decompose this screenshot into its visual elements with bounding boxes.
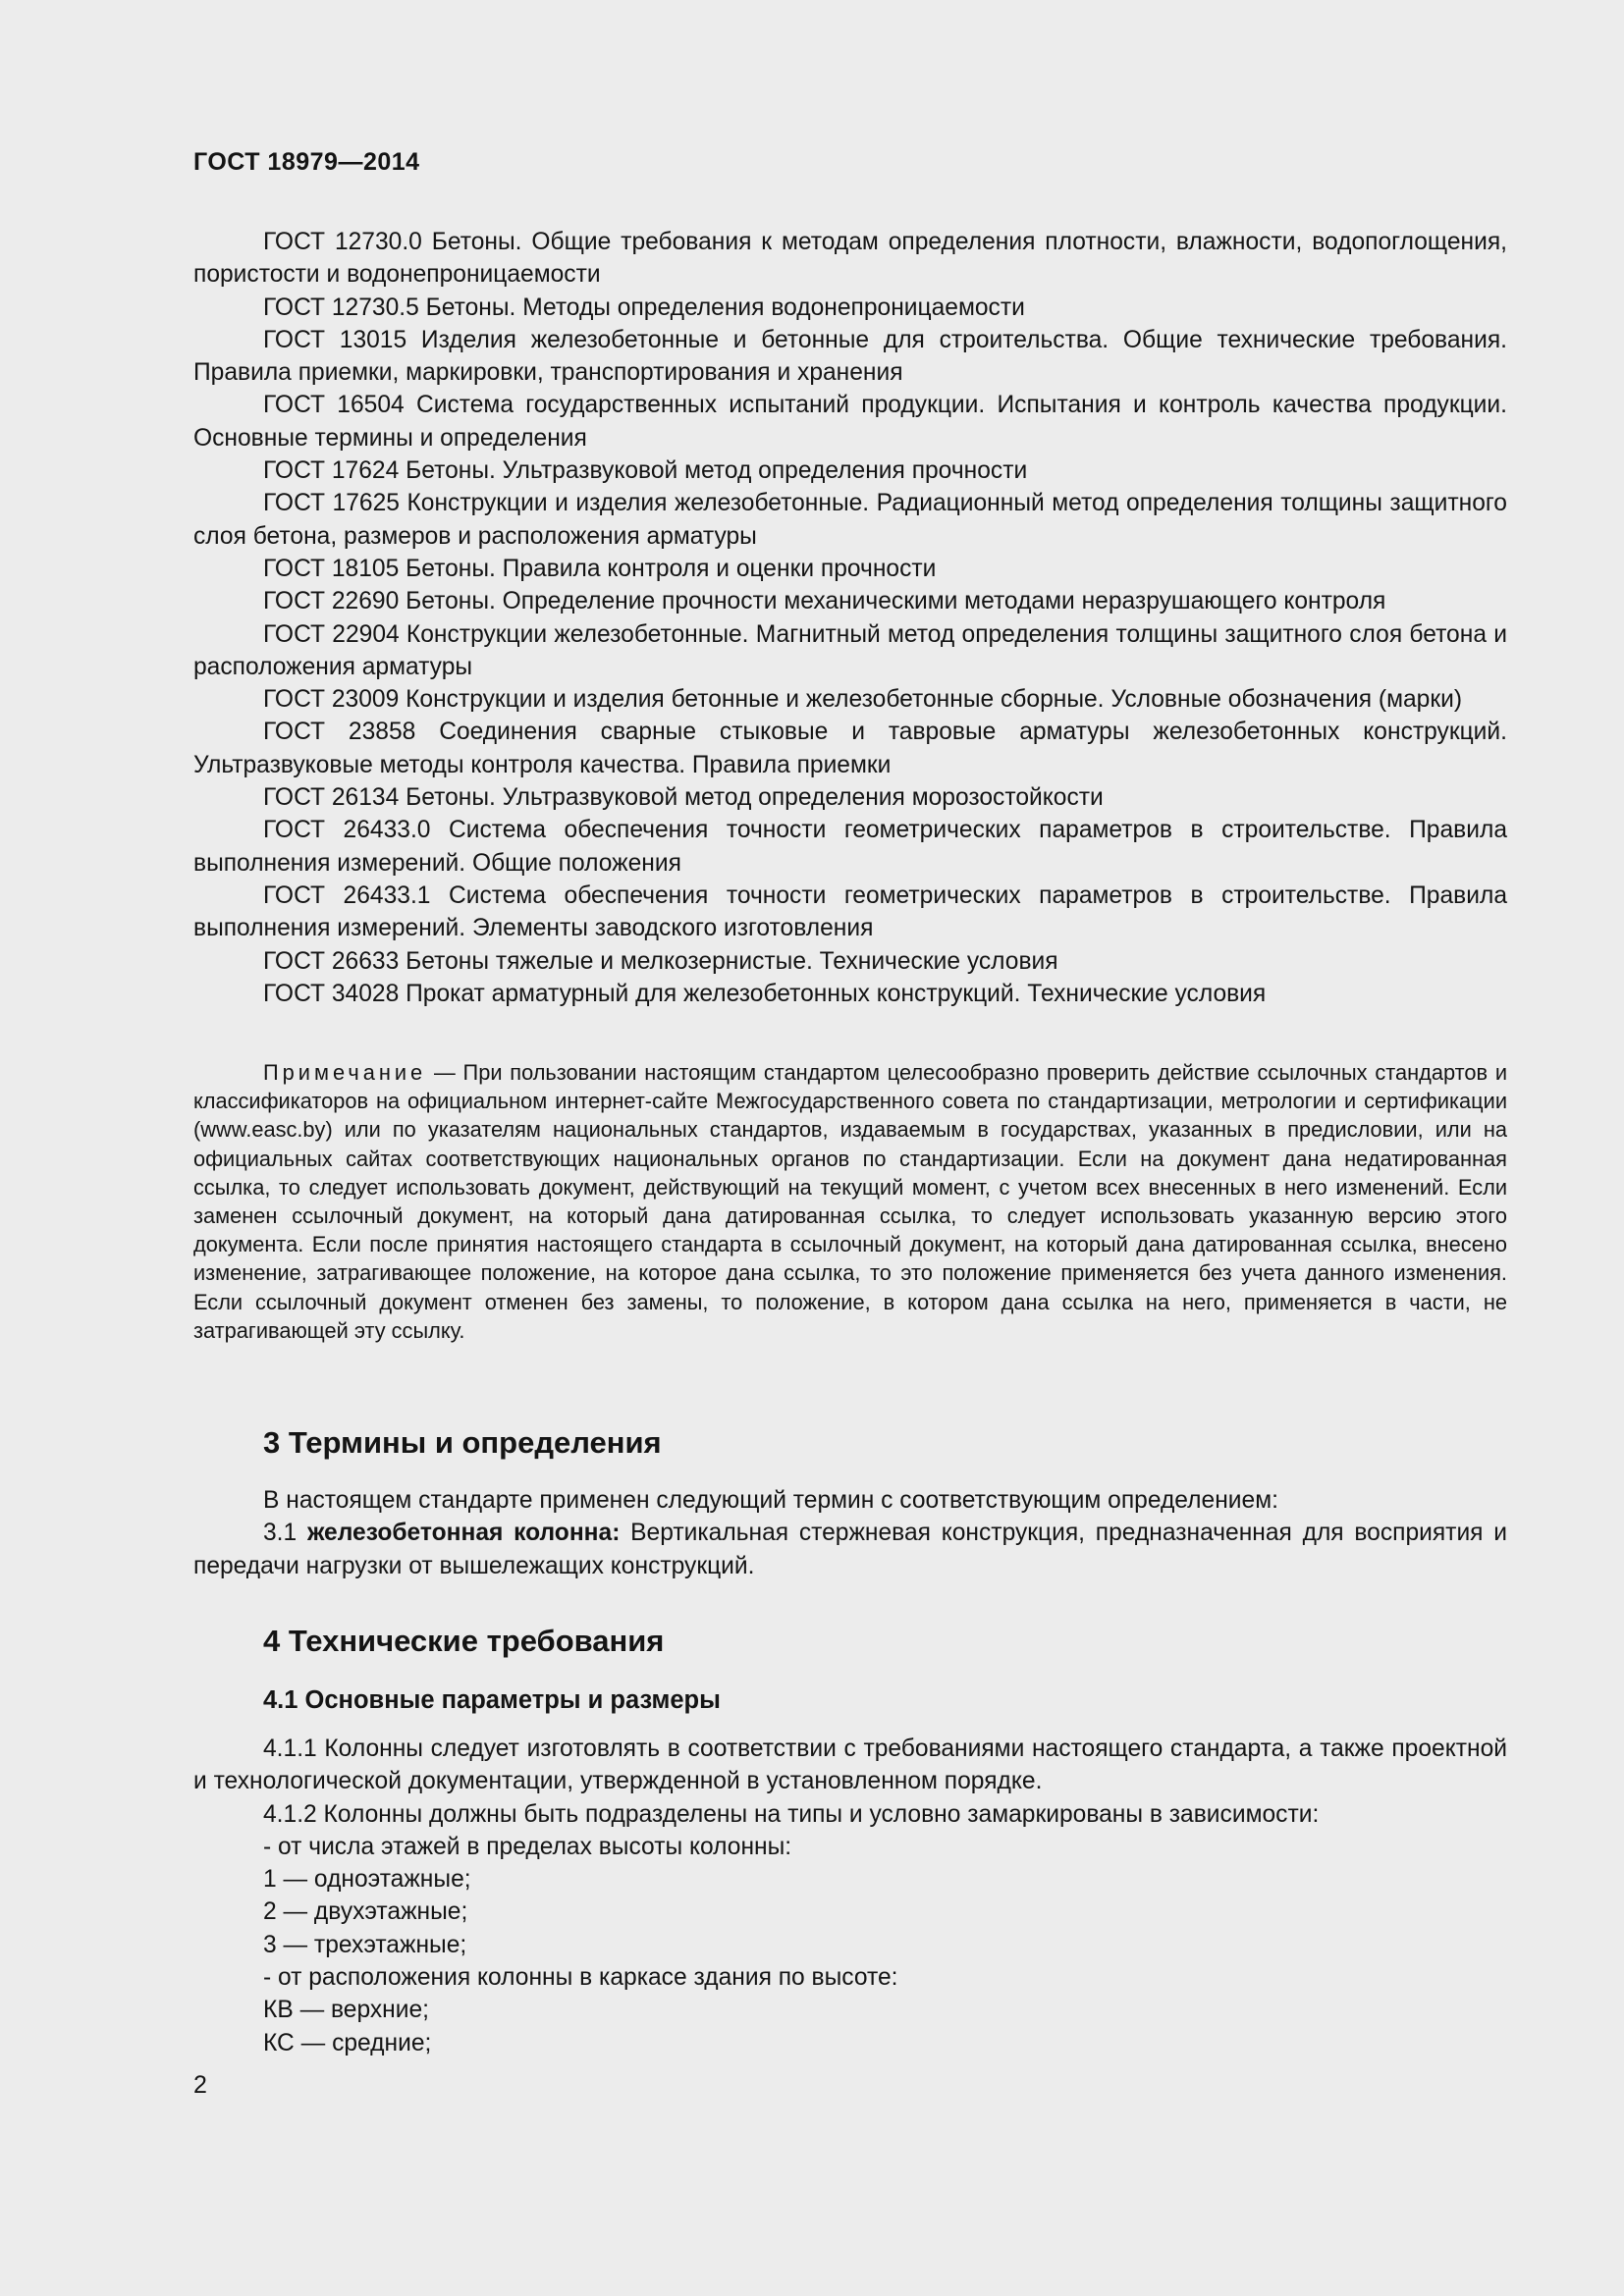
list-line: 2 — двухэтажные; — [263, 1898, 468, 1926]
reference-item: ГОСТ 17624 Бетоны. Ультразвуковой метод определения прочности — [263, 457, 1028, 485]
note-dash: — — [426, 1060, 463, 1085]
section-3-body — [193, 1484, 1507, 1582]
clause-paragraph: 4.1.1 Колонны следует изготовлять в соответствии с требованиями настоящего стандарта, а также проектной и технологической документации, утвержденной в установленном порядке. — [193, 1735, 1507, 1795]
note-text: При пользовании настоящим стандартом целесообразно проверить действие ссылочных стандартов и классификаторов на официальном интернет-сайте Межгосударственного совета по стандартизации, метрологии и сертификации (www.easc.by) или по указателям национальных стандартов, издаваемым в государствах, указанных в предисловии, или на официальных сайтах соответствующих национальных органов по стандартизации. Если на документ дана недатированная ссылка, то следует использовать документ, действующий на текущий момент, с учетом всех внесенных в него изменений. Если заменен ссылочный документ, на который дана датированная ссылка, то следует использовать указанную версию этого документа. Если после принятия настоящего стандарта в ссылочный документ, на который дана датированная ссылка, внесено изменение, затрагивающее положение, на которое дана ссылка, то это положение применяется без учета данного изменения. Если ссылочный документ отменен без замены, то положение, в котором дана ссылка на него, применяется в части, не затрагивающей эту ссылку. — [193, 1060, 1507, 1343]
list-line: КВ — верхние; — [263, 1997, 429, 2024]
list-line: - от числа этажей в пределах высоты колонны: — [263, 1833, 792, 1860]
section-4-1-heading: 4.1 Основные параметры и размеры — [263, 1686, 721, 1714]
reference-item: ГОСТ 12730.0 Бетоны. Общие требования к методам определения плотности, влажности, водопоглощения, пористости и водонепроницаемости — [193, 229, 1507, 289]
term-definition-text: Вертикальная стержневая конструкция, предназначенная для восприятия и передачи нагрузки от вышележащих конструкций. — [193, 1520, 1507, 1579]
reference-item: ГОСТ 26433.0 Система обеспечения точности геометрических параметров в строительстве. Правила выполнения измерений. Общие положения — [193, 817, 1507, 877]
reference-item: ГОСТ 34028 Прокат арматурный для железобетонных конструкций. Технические условия — [263, 980, 1267, 1007]
clause-paragraph: 4.1.2 Колонны должны быть подразделены на типы и условно замаркированы в зависимости: — [263, 1800, 1320, 1828]
list-line: КС — средние; — [263, 2029, 432, 2056]
reference-item: ГОСТ 16504 Система государственных испытаний продукции. Испытания и контроль качества продукции. Основные термины и определения — [193, 392, 1507, 452]
reference-item: ГОСТ 12730.5 Бетоны. Методы определения водонепроницаемости — [263, 294, 1025, 321]
reference-item: ГОСТ 26134 Бетоны. Ультразвуковой метод определения морозостойкости — [263, 784, 1104, 812]
reference-item: ГОСТ 17625 Конструкции и изделия железобетонные. Радиационный метод определения толщины защитного слоя бетона, размеров и расположения арматуры — [193, 490, 1507, 550]
reference-item: ГОСТ 23009 Конструкции и изделия бетонные и железобетонные сборные. Условные обозначения (марки) — [263, 686, 1463, 714]
term-definition — [193, 1517, 1507, 1582]
section-3-heading: 3 Термины и определения — [263, 1425, 662, 1460]
term-name: железобетонная колонна: — [306, 1520, 621, 1547]
reference-item: ГОСТ 26633 Бетоны тяжелые и мелкозернистые. Технические условия — [263, 947, 1058, 975]
reference-item: ГОСТ 22690 Бетоны. Определение прочности механическими методами неразрушающего контроля — [263, 588, 1386, 615]
reference-item: ГОСТ 13015 Изделия железобетонные и бетонные для строительства. Общие технические требования. Правила приемки, маркировки, транспортирования и хранения — [193, 326, 1507, 387]
list-line: - от расположения колонны в каркасе здания по высоте: — [263, 1964, 898, 1992]
list-line: 1 — одноэтажные; — [263, 1866, 471, 1894]
section-4-body — [193, 1733, 1507, 2059]
reference-item: ГОСТ 22904 Конструкции железобетонные. Магнитный метод определения толщины защитного слоя бетона и расположения арматуры — [193, 620, 1507, 680]
note-paragraph — [193, 1058, 1507, 1345]
normative-references-list — [193, 226, 1507, 1010]
section-3-intro: В настоящем стандарте применен следующий термин с соответствующим определением: — [263, 1487, 1278, 1514]
reference-item: ГОСТ 23858 Соединения сварные стыковые и тавровые арматуры железобетонных конструкций. Ультразвуковые методы контроля качества. Правила приемки — [193, 719, 1507, 778]
document-header: ГОСТ 18979—2014 — [193, 148, 420, 176]
note-block — [193, 1058, 1507, 1345]
section-4-heading: 4 Технические требования — [263, 1624, 665, 1658]
reference-item: ГОСТ 26433.1 Система обеспечения точности геометрических параметров в строительстве. Правила выполнения измерений. Элементы заводского изготовления — [193, 881, 1507, 942]
term-number: 3.1 — [263, 1520, 307, 1547]
note-label: Примечание — [263, 1060, 427, 1085]
reference-item: ГОСТ 18105 Бетоны. Правила контроля и оценки прочности — [263, 555, 937, 582]
list-line: 3 — трехэтажные; — [263, 1931, 467, 1958]
page-number: 2 — [193, 2071, 207, 2099]
